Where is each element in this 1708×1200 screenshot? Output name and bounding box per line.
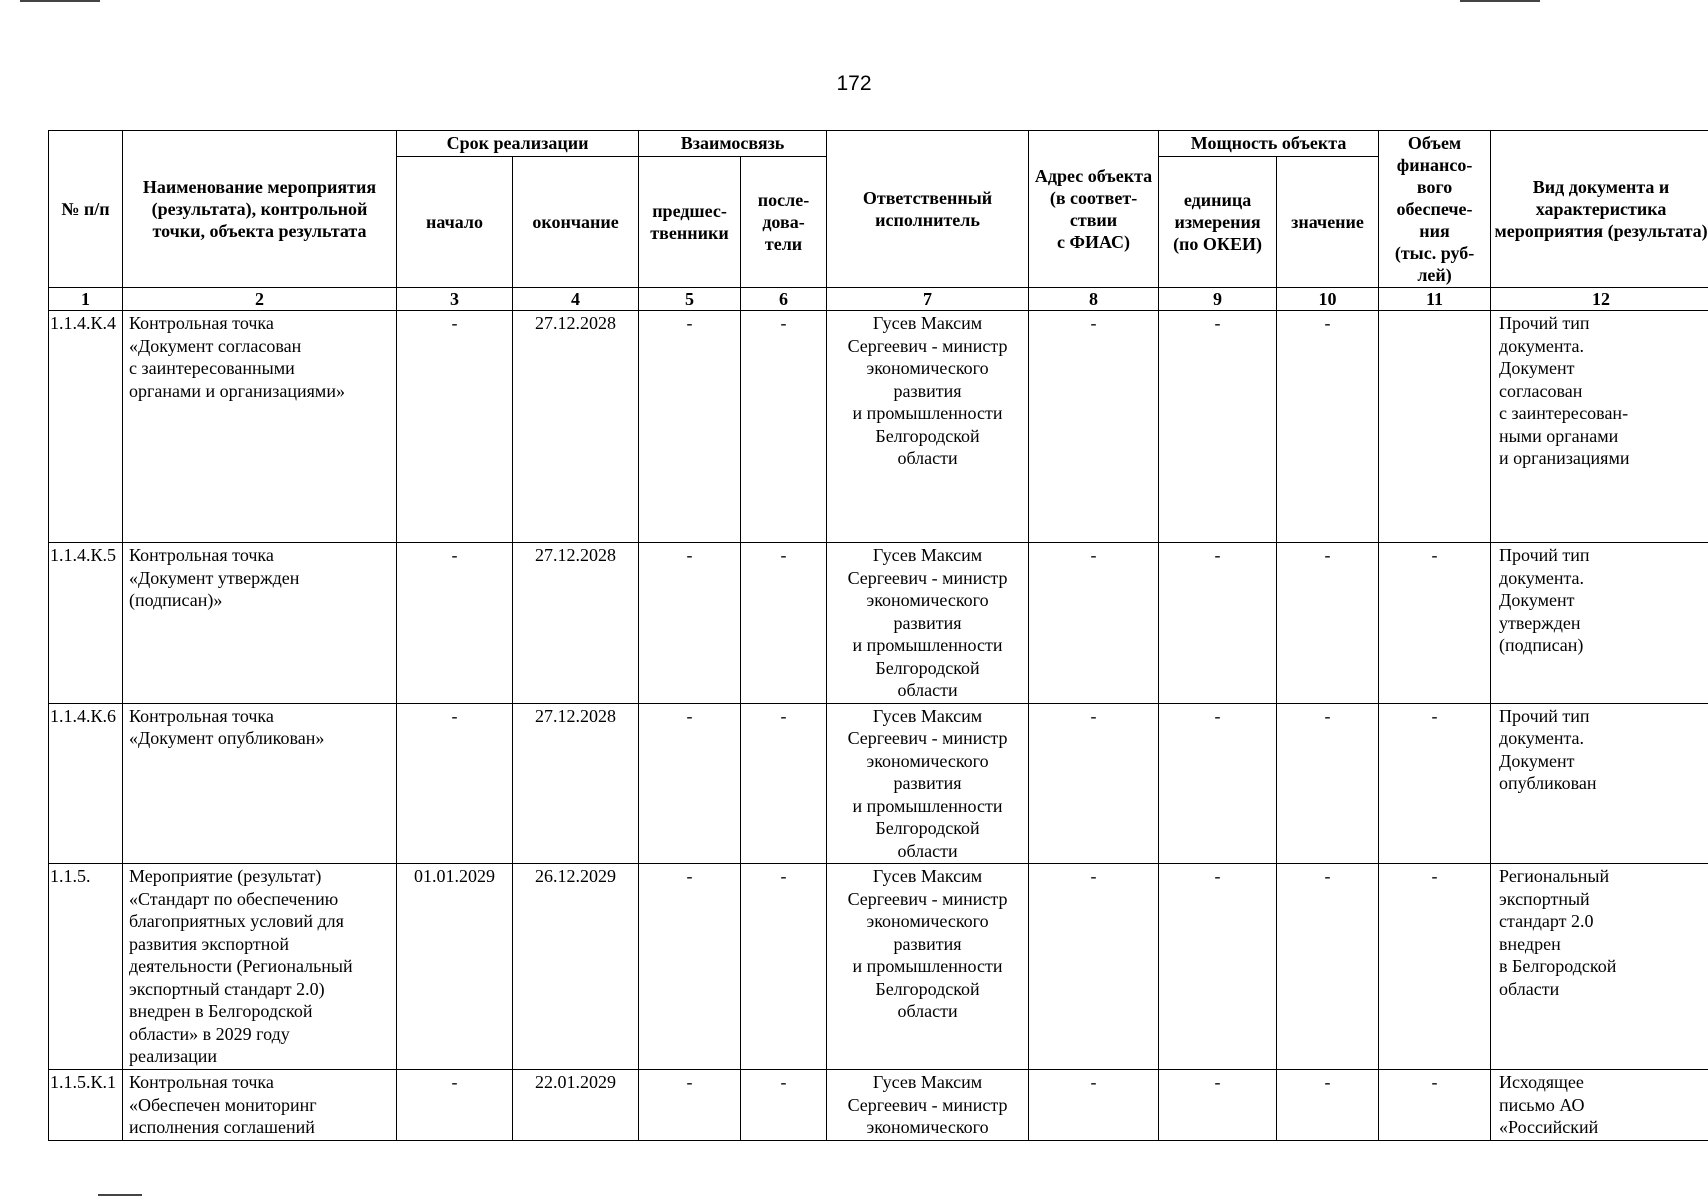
- column-number: 5: [639, 288, 741, 311]
- finance-cell: -: [1379, 1070, 1491, 1141]
- finance-cell: -: [1379, 703, 1491, 864]
- doc-type-cell: Прочий тип документа. Документ опубликован: [1491, 703, 1708, 864]
- header-responsible: Ответственный исполнитель: [827, 131, 1029, 288]
- column-number: 3: [397, 288, 513, 311]
- value-cell: -: [1277, 864, 1379, 1070]
- successors-cell: -: [741, 703, 827, 864]
- column-number-row: [49, 288, 1708, 311]
- table-row: [49, 1070, 1708, 1141]
- column-number: 11: [1379, 288, 1491, 311]
- start-date-cell: -: [397, 311, 513, 543]
- doc-type-cell: Прочий тип документа. Документ согласован с заинтересован- ными органами и организациями: [1491, 311, 1708, 543]
- name-cell: Контрольная точка «Документ утвержден (подписан)»: [123, 543, 397, 704]
- predecessors-cell: -: [639, 703, 741, 864]
- header-start: начало: [397, 157, 513, 288]
- unit-cell: -: [1159, 543, 1277, 704]
- row-number-cell: 1.1.4.К.5: [49, 543, 123, 704]
- header-doc-type: Вид документа и характеристика мероприятия (результата): [1491, 131, 1708, 288]
- address-cell: -: [1029, 543, 1159, 704]
- column-number: 4: [513, 288, 639, 311]
- predecessors-cell: -: [639, 1070, 741, 1141]
- end-date-cell: 22.01.2029: [513, 1070, 639, 1141]
- responsible-cell: Гусев Максим Сергеевич - министр экономического развития и промышленности Белгородской области: [827, 311, 1029, 543]
- finance-cell: -: [1379, 543, 1491, 704]
- column-number: 9: [1159, 288, 1277, 311]
- header-term-group: Срок реализации: [397, 131, 639, 157]
- column-number: 7: [827, 288, 1029, 311]
- table-row: [49, 311, 1708, 543]
- scan-mark-bottom-left: [98, 1194, 142, 1196]
- start-date-cell: 01.01.2029: [397, 864, 513, 1070]
- value-cell: -: [1277, 703, 1379, 864]
- predecessors-cell: -: [639, 864, 741, 1070]
- column-number: 6: [741, 288, 827, 311]
- successors-cell: -: [741, 311, 827, 543]
- column-number: 2: [123, 288, 397, 311]
- doc-type-cell: Исходящее письмо АО «Российский: [1491, 1070, 1708, 1141]
- header-name: Наименование мероприятия (результата), контрольной точки, объекта результата: [123, 131, 397, 288]
- doc-type-cell: Прочий тип документа. Документ утвержден (подписан): [1491, 543, 1708, 704]
- address-cell: -: [1029, 703, 1159, 864]
- successors-cell: -: [741, 864, 827, 1070]
- start-date-cell: -: [397, 703, 513, 864]
- header-successors: после- дова- тели: [741, 157, 827, 288]
- end-date-cell: 27.12.2028: [513, 703, 639, 864]
- finance-cell: -: [1379, 864, 1491, 1070]
- unit-cell: -: [1159, 864, 1277, 1070]
- successors-cell: -: [741, 543, 827, 704]
- doc-type-cell: Региональный экспортный стандарт 2.0 внедрен в Белгородской области: [1491, 864, 1708, 1070]
- successors-cell: -: [741, 1070, 827, 1141]
- address-cell: -: [1029, 1070, 1159, 1141]
- end-date-cell: 27.12.2028: [513, 311, 639, 543]
- address-cell: -: [1029, 864, 1159, 1070]
- predecessors-cell: -: [639, 311, 741, 543]
- header-num: № п/п: [49, 131, 123, 288]
- row-number-cell: 1.1.5.: [49, 864, 123, 1070]
- header-capacity-group: Мощность объекта: [1159, 131, 1379, 157]
- value-cell: -: [1277, 1070, 1379, 1141]
- scan-mark-top-left: [20, 0, 100, 2]
- responsible-cell: Гусев Максим Сергеевич - министр экономического развития и промышленности Белгородской области: [827, 543, 1029, 704]
- header-value: значение: [1277, 157, 1379, 288]
- start-date-cell: -: [397, 543, 513, 704]
- unit-cell: -: [1159, 311, 1277, 543]
- finance-cell: [1379, 311, 1491, 543]
- end-date-cell: 27.12.2028: [513, 543, 639, 704]
- scan-mark-top-right: [1460, 0, 1540, 2]
- address-cell: -: [1029, 311, 1159, 543]
- end-date-cell: 26.12.2029: [513, 864, 639, 1070]
- row-number-cell: 1.1.5.К.1: [49, 1070, 123, 1141]
- column-number: 1: [49, 288, 123, 311]
- column-number: 8: [1029, 288, 1159, 311]
- value-cell: -: [1277, 311, 1379, 543]
- header-link-group: Взаимосвязь: [639, 131, 827, 157]
- measures-table: [48, 130, 1708, 1141]
- name-cell: Контрольная точка «Документ опубликован»: [123, 703, 397, 864]
- name-cell: Контрольная точка «Обеспечен мониторинг исполнения соглашений: [123, 1070, 397, 1141]
- row-number-cell: 1.1.4.К.4: [49, 311, 123, 543]
- column-number: 10: [1277, 288, 1379, 311]
- table-row: [49, 543, 1708, 704]
- column-number: 12: [1491, 288, 1708, 311]
- header-end: окончание: [513, 157, 639, 288]
- header-finance: Объем финансо- вого обеспече- ния (тыс. руб- лей): [1379, 131, 1491, 288]
- page-number: 172: [836, 72, 872, 95]
- row-number-cell: 1.1.4.К.6: [49, 703, 123, 864]
- table-row: [49, 864, 1708, 1070]
- value-cell: -: [1277, 543, 1379, 704]
- unit-cell: -: [1159, 1070, 1277, 1141]
- unit-cell: -: [1159, 703, 1277, 864]
- predecessors-cell: -: [639, 543, 741, 704]
- responsible-cell: Гусев Максим Сергеевич - министр экономического развития и промышленности Белгородской области: [827, 864, 1029, 1070]
- responsible-cell: Гусев Максим Сергеевич - министр экономического: [827, 1070, 1029, 1141]
- name-cell: Мероприятие (результат) «Стандарт по обеспечению благоприятных условий для развития экспортной деятельности (Региональный экспортный стандарт 2.0) внедрен в Белгородской области» в 2029 году реализации: [123, 864, 397, 1070]
- header-address: Адрес объекта (в соответ- ствии с ФИАС): [1029, 131, 1159, 288]
- responsible-cell: Гусев Максим Сергеевич - министр экономического развития и промышленности Белгородской области: [827, 703, 1029, 864]
- header-unit: единица измерения (по ОКЕИ): [1159, 157, 1277, 288]
- table-row: [49, 703, 1708, 864]
- table-body: [49, 311, 1708, 1141]
- start-date-cell: -: [397, 1070, 513, 1141]
- name-cell: Контрольная точка «Документ согласован с заинтересованными органами и организациями»: [123, 311, 397, 543]
- header-predecessors: предшес- твенники: [639, 157, 741, 288]
